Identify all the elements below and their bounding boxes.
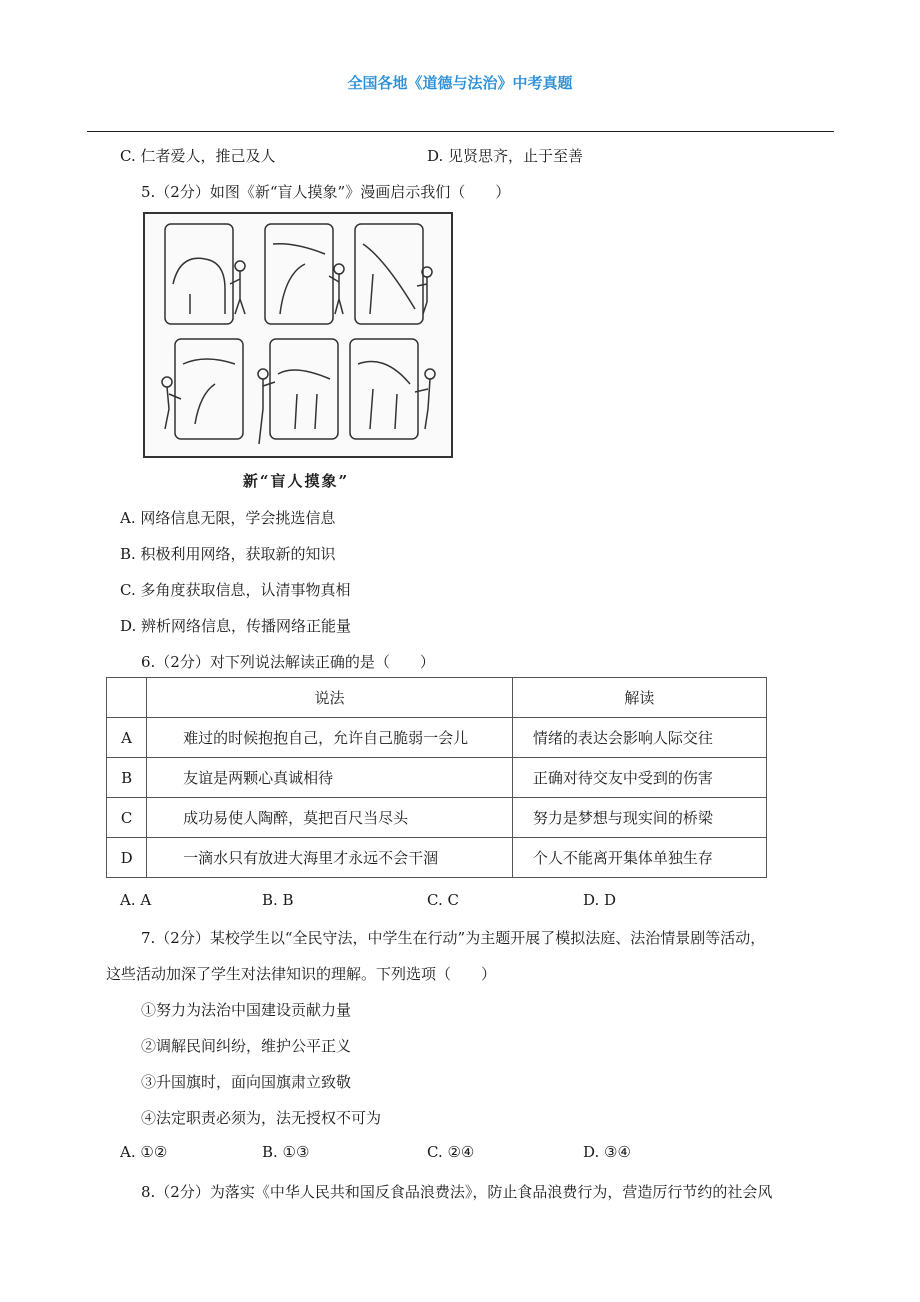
q5-option-b: B. 积极利用网络，获取新的知识 <box>120 545 336 563</box>
table-row <box>107 718 767 758</box>
cartoon-caption: 新“盲人摸象” <box>242 472 350 490</box>
row-saying: 难过的时候抱抱自己，允许自己脆弱一会儿 <box>147 718 513 758</box>
q8-stem-line1: 8.（2分）为落实《中华人民共和国反食品浪费法》，防止食品浪费行为，营造厉行节约的社会风 <box>141 1183 773 1201</box>
row-saying: 成功易使人陶醉，莫把百尺当尽头 <box>147 798 513 838</box>
q7-answer-b: B. ①③ <box>262 1143 310 1161</box>
page-header-title: 全国各地《道德与法治》中考真题 <box>347 74 573 92</box>
table-row <box>107 798 767 838</box>
q6-answer-b: B. B <box>262 891 294 909</box>
q6-table <box>106 677 767 878</box>
q7-answer-a: A. ①② <box>120 1143 168 1161</box>
q5-option-c: C. 多角度获取信息，认清事物真相 <box>120 581 351 599</box>
row-interpretation: 正确对待交友中受到的伤害 <box>512 758 766 798</box>
table-header-interpretation: 解读 <box>512 678 766 718</box>
q6-answer-a: A. A <box>120 891 152 909</box>
q7-item-3: ③升国旗时，面向国旗肃立致敬 <box>141 1073 352 1091</box>
table-header-blank <box>107 678 147 718</box>
q7-item-1: ①努力为法治中国建设贡献力量 <box>141 1001 352 1019</box>
table-row <box>107 838 767 878</box>
q7-stem-line2: 这些活动加深了学生对法律知识的理解。下列选项（ ） <box>106 965 497 983</box>
q7-stem-line1: 7.（2分）某校学生以“全民守法，中学生在行动”为主题开展了模拟法庭、法治情景剧等活动， <box>141 929 766 947</box>
q5-stem: 5.（2分）如图《新“盲人摸象”》漫画启示我们（ ） <box>141 183 511 201</box>
table-header-row <box>107 678 767 718</box>
header-divider <box>87 131 834 132</box>
row-label: B <box>107 758 147 798</box>
row-interpretation: 情绪的表达会影响人际交往 <box>512 718 766 758</box>
q7-answer-c: C. ②④ <box>427 1143 475 1161</box>
q7-item-4: ④法定职责必须为，法无授权不可为 <box>141 1109 382 1127</box>
q5-option-d: D. 辨析网络信息，传播网络正能量 <box>120 617 352 635</box>
row-interpretation: 个人不能离开集体单独生存 <box>512 838 766 878</box>
cartoon-illustration <box>145 214 451 456</box>
q7-item-2: ②调解民间纠纷，维护公平正义 <box>141 1037 352 1055</box>
row-saying: 友谊是两颗心真诚相待 <box>147 758 513 798</box>
q4-option-c: C. 仁者爱人，推己及人 <box>120 147 276 165</box>
q4-option-d: D. 见贤思齐，止于至善 <box>427 147 584 165</box>
q5-option-a: A. 网络信息无限，学会挑选信息 <box>120 509 336 527</box>
row-saying: 一滴水只有放进大海里才永远不会干涸 <box>147 838 513 878</box>
row-label: D <box>107 838 147 878</box>
row-label: C <box>107 798 147 838</box>
q6-answer-d: D. D <box>583 891 617 909</box>
row-label: A <box>107 718 147 758</box>
q6-stem: 6.（2分）对下列说法解读正确的是（ ） <box>141 653 435 671</box>
q7-answer-d: D. ③④ <box>583 1143 631 1161</box>
q6-answer-c: C. C <box>427 891 459 909</box>
row-interpretation: 努力是梦想与现实间的桥梁 <box>512 798 766 838</box>
table-header-saying: 说法 <box>147 678 513 718</box>
table-row <box>107 758 767 798</box>
blind-men-elephant-cartoon <box>143 212 453 458</box>
